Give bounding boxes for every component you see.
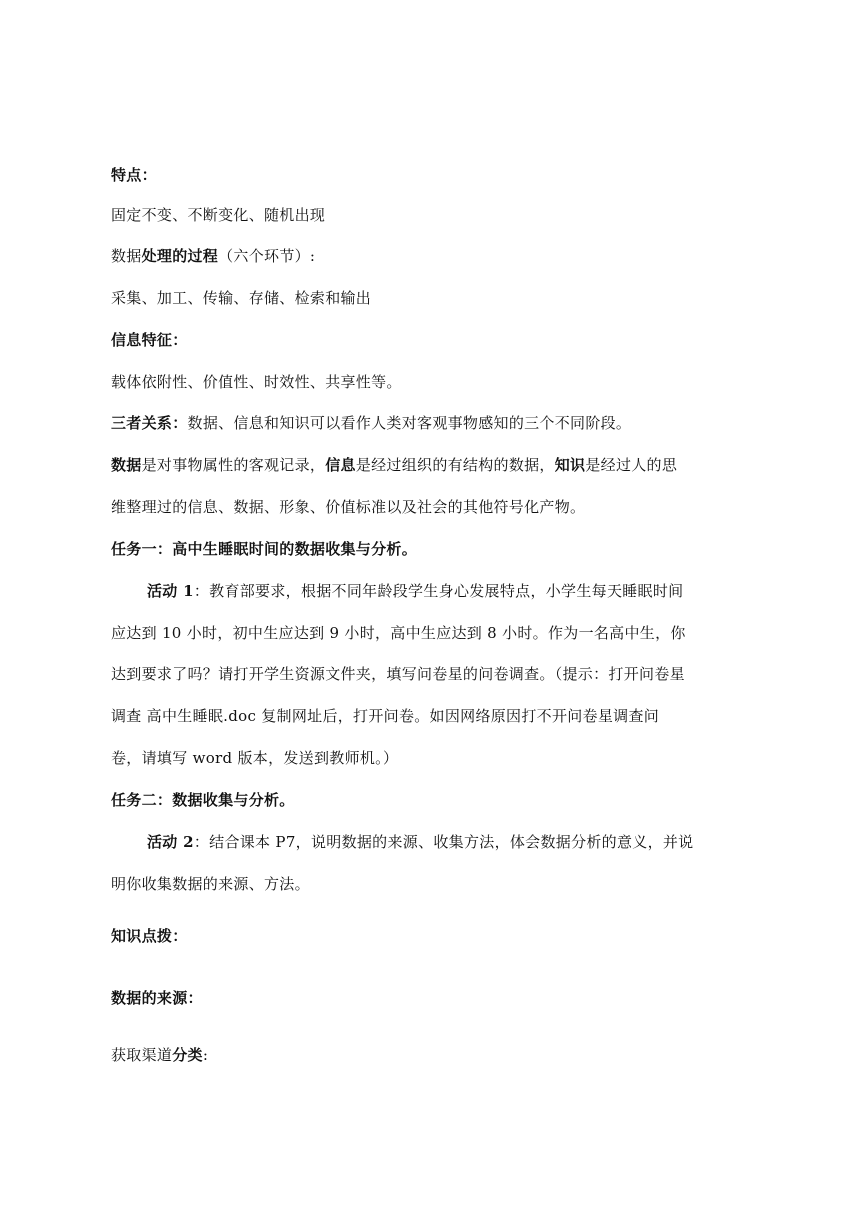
term-knowledge: 知识: [554, 456, 586, 474]
knowledge-tips-heading: 知识点拨：: [111, 927, 188, 945]
heading-features: 特点：: [111, 166, 157, 184]
definition-knowledge-start: 是经过人的思: [585, 456, 678, 474]
definitions-line-1: [111, 455, 748, 475]
definitions-line-2: 维整理过的信息、数据、形象、价值标准以及社会的其他符号化产物。: [111, 498, 586, 516]
activity-one-line-1: [147, 581, 748, 601]
activity-one-line-3: 达到要求了吗？请打开学生资源文件夹，填写问卷星的问卷调查。（提示：打开问卷星: [111, 665, 685, 683]
definition-data: 是对事物属性的客观记录，: [141, 456, 326, 474]
processing-heading-part2: 处理的过程: [141, 247, 219, 265]
activity-one-line-4: 调查 高中生睡眠.doc 复制网址后，打开问卷。如因网络原因打不开问卷星调查问: [111, 707, 660, 725]
processing-steps-text: 采集、加工、传输、存储、检索和输出: [111, 289, 372, 307]
term-info: 信息: [325, 456, 356, 474]
processing-heading: [111, 246, 748, 266]
activity-one-line-5: 卷，请填写 word 版本，发送到教师机。）: [111, 749, 399, 767]
definition-info: 是经过组织的有结构的数据，: [355, 456, 555, 474]
channel-classification-line: [111, 1045, 748, 1065]
classification-colon: :: [202, 1046, 209, 1064]
heading-info-features: 信息特征：: [111, 331, 188, 349]
processing-heading-part3: （六个环节）:: [218, 247, 316, 265]
activity-two-label: 活动 2: [147, 833, 194, 851]
activity-two-text: ：结合课本 P7，说明数据的来源、收集方法，体会数据分析的意义，并说: [193, 833, 694, 851]
features-text: 固定不变、不断变化、随机出现: [111, 206, 326, 224]
processing-heading-part1: 数据: [111, 247, 142, 265]
activity-one-text: ：教育部要求，根据不同年龄段学生身心发展特点，小学生每天睡眠时间: [193, 582, 684, 600]
activity-two-line-2: 明你收集数据的来源、方法。: [111, 875, 310, 893]
term-data: 数据: [111, 456, 142, 474]
channel-label: 获取渠道: [111, 1046, 173, 1064]
relationship-label: 三者关系：: [111, 414, 188, 432]
task-two-heading: 任务二：数据收集与分析。: [111, 791, 295, 809]
relationship-text: 数据、信息和知识可以看作人类对客观事物感知的三个不同阶段。: [187, 414, 632, 432]
info-features-text: 载体依附性、价值性、时效性、共享性等。: [111, 373, 402, 391]
task-one-heading: 任务一：高中生睡眠时间的数据收集与分析。: [111, 540, 418, 558]
activity-two-line-1: [147, 832, 748, 852]
classification-label: 分类: [172, 1046, 203, 1064]
activity-one-label: 活动 1: [147, 582, 194, 600]
relationship-line: [111, 413, 748, 433]
data-source-heading: 数据的来源：: [111, 989, 203, 1007]
activity-one-line-2: 应达到 10 小时，初中生应达到 9 小时，高中生应达到 8 小时。作为一名高中生，你: [111, 624, 686, 642]
